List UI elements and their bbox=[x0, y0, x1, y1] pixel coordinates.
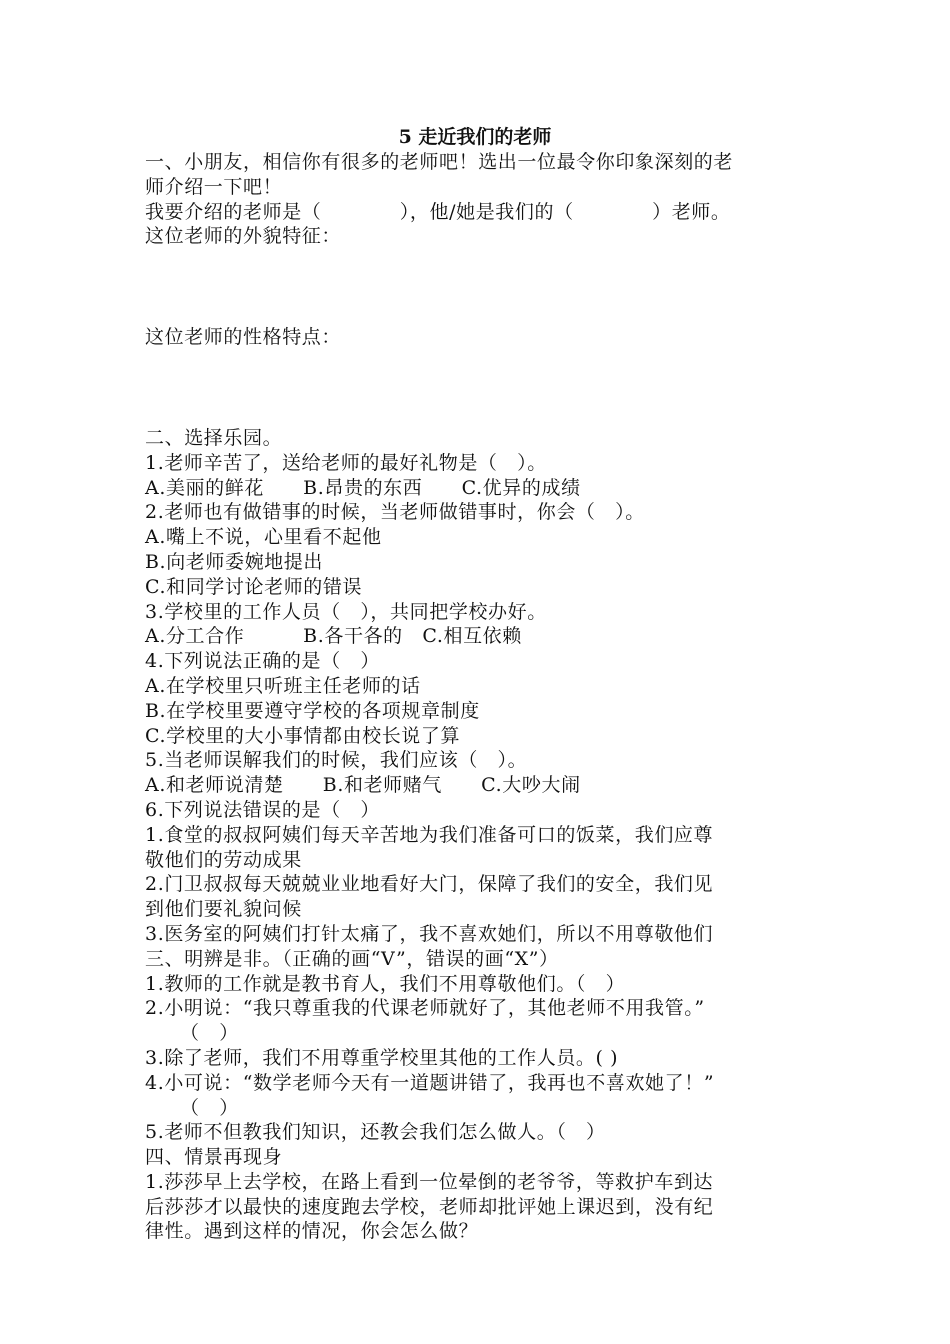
question-6-item-1-cont: 敬他们的劳动成果 bbox=[145, 848, 302, 871]
question-3: 3.学校里的工作人员（ ），共同把学校办好。 bbox=[145, 600, 547, 623]
question-2-option-a: A.嘴上不说，心里看不起他 bbox=[145, 526, 382, 549]
statement-1: 1.教师的工作就是教书育人，我们不用尊敬他们。（ ） bbox=[145, 972, 626, 995]
question-6-item-2-cont: 到他们要礼貌问候 bbox=[145, 898, 302, 921]
question-5-options: A.和老师说清楚 B.和老师赌气 C.大吵大闹 bbox=[145, 774, 581, 797]
scenario-1-question: 律性。遇到这样的情况，你会怎么做？ bbox=[145, 1220, 479, 1243]
scenario-1: 1.莎莎早上去学校，在路上看到一位晕倒的老爷爷，等救护车到达 bbox=[145, 1170, 714, 1193]
question-6: 6.下列说法错误的是（ ） bbox=[145, 798, 380, 821]
question-2-option-c: C.和同学讨论老师的错误 bbox=[145, 575, 363, 598]
statement-2-answer: （ ） bbox=[180, 1022, 239, 1045]
teacher-intro-fill: 我要介绍的老师是（ ），他/她是我们的（ ）老师。 bbox=[145, 200, 731, 223]
question-2-option-b: B.向老师委婉地提出 bbox=[145, 550, 324, 573]
question-4-option-a: A.在学校里只听班主任老师的话 bbox=[145, 674, 421, 697]
question-6-item-3: 3.医务室的阿姨们打针太痛了，我不喜欢她们，所以不用尊敬他们 bbox=[145, 922, 714, 945]
appearance-prompt: 这位老师的外貌特征： bbox=[145, 225, 342, 248]
section-1-heading: 一、小朋友，相信你有很多的老师吧！选出一位最令你印象深刻的老 bbox=[145, 151, 734, 173]
appearance-answer-space bbox=[145, 249, 825, 325]
section-2-heading: 二、选择乐园。 bbox=[145, 426, 283, 449]
statement-3: 3.除了老师，我们不用尊重学校里其他的工作人员。( ) bbox=[145, 1046, 619, 1069]
statement-4-answer: （ ） bbox=[180, 1096, 239, 1119]
question-6-item-2: 2.门卫叔叔每天兢兢业业地看好大门，保障了我们的安全，我们见 bbox=[145, 873, 714, 896]
personality-answer-space bbox=[145, 350, 825, 426]
section-4-heading: 四、情景再现身 bbox=[145, 1146, 283, 1169]
question-5: 5.当老师误解我们的时候，我们应该（ ）。 bbox=[145, 749, 528, 772]
question-1: 1.老师辛苦了，送给老师的最好礼物是（ ）。 bbox=[145, 451, 547, 474]
question-4-option-b: B.在学校里要遵守学校的各项规章制度 bbox=[145, 699, 480, 722]
question-4-option-c: C.学校里的大小事情都由校长说了算 bbox=[145, 724, 461, 747]
question-3-options: A.分工合作 B.各干各的 C.相互依赖 bbox=[145, 625, 522, 648]
statement-2: 2.小明说：“我只尊重我的代课老师就好了，其他老师不用我管。” bbox=[145, 997, 705, 1020]
statement-4: 4.小可说：“数学老师今天有一道题讲错了，我再也不喜欢她了！” bbox=[145, 1071, 715, 1094]
question-4: 4.下列说法正确的是（ ） bbox=[145, 650, 380, 673]
worksheet-content bbox=[145, 150, 825, 1244]
scenario-1-cont: 后莎莎才以最快的速度跑去学校，老师却批评她上课迟到，没有纪 bbox=[145, 1195, 714, 1218]
question-6-item-1: 1.食堂的叔叔阿姨们每天辛苦地为我们准备可口的饭菜，我们应尊 bbox=[145, 823, 714, 846]
personality-prompt: 这位老师的性格特点： bbox=[145, 326, 342, 349]
statement-5: 5.老师不但教我们知识，还教会我们怎么做人。（ ） bbox=[145, 1121, 606, 1144]
section-1-heading-cont: 师介绍一下吧！ bbox=[145, 175, 283, 198]
question-2: 2.老师也有做错事的时候，当老师做错事时，你会（ ）。 bbox=[145, 501, 645, 524]
section-3-heading: 三、明辨是非。（正确的画“V”，错误的画“X”） bbox=[145, 947, 559, 970]
page-title: 5 走近我们的老师 bbox=[398, 126, 552, 148]
question-1-options: A.美丽的鲜花 B.昂贵的东西 C.优异的成绩 bbox=[145, 476, 581, 499]
